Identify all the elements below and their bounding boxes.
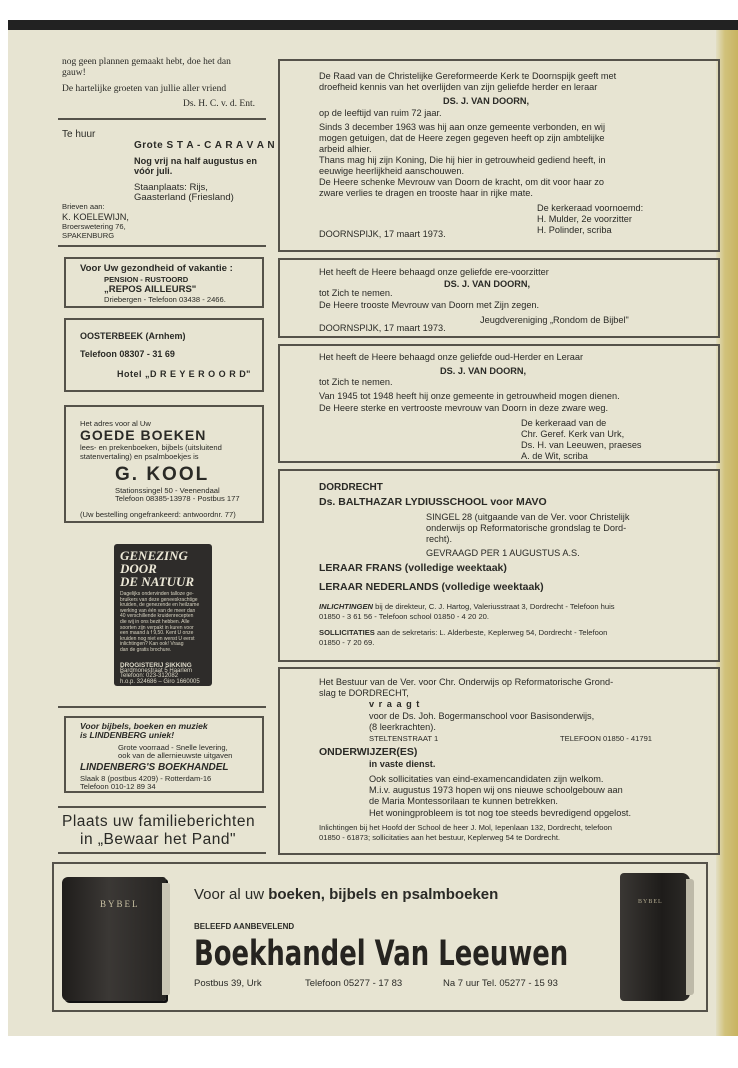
- genezing-body-line: kruiden nog niet en wenst U eerst: [120, 635, 195, 642]
- letter-text: gauw!: [62, 68, 86, 78]
- notice-signature: Ds. H. van Leeuwen, praeses: [521, 440, 642, 450]
- notice-text: tot Zich te nemen.: [319, 377, 393, 387]
- divider: [58, 706, 266, 708]
- divider: [58, 806, 266, 808]
- bookshop-tagline: [194, 886, 498, 904]
- genezing-body-line: kruiden, de genezende en heilzame: [120, 602, 200, 609]
- lindenberg-slogan: Voor bijbels, boeken en muziek: [80, 721, 208, 731]
- genezing-body-line: bruikers van deze geneeskrachtige: [120, 596, 198, 603]
- kool-note: (Uw bestelling ongefrankeerd: antwoordnr. 77): [80, 510, 236, 519]
- caravan-text: Staanplaats: Rijs,: [134, 182, 208, 193]
- notice-name: DS. J. VAN DOORN,: [443, 96, 530, 106]
- school-city: DORDRECHT: [319, 482, 383, 493]
- teacher-text: slag te DORDRECHT,: [319, 688, 409, 698]
- school-text: onderwijs op Reformatorische grondslag te Dord-: [426, 523, 627, 533]
- teacher-text: Het Bestuur van de Ver. voor Chr. Onderwijs op Reformatorische Grond-: [319, 677, 614, 687]
- notice-text: tot Zich te nemen.: [319, 288, 393, 298]
- notice-text: mogen getuigen, dat de Heere zegen gegeven heeft op zijn ambtelijke: [319, 133, 605, 143]
- caravan-heading: Te huur: [62, 129, 96, 140]
- sollicitaties-text: aan de sekretaris: L. Alderbeste, Keplerweg 54, Dordrecht - Telefoon: [376, 628, 608, 637]
- genezing-body: [120, 592, 210, 654]
- caravan-text: Gaasterland (Friesland): [134, 192, 234, 203]
- bible-image-right: [620, 873, 698, 1001]
- bookshop-name: Boekhandel Van Leeuwen: [194, 934, 569, 974]
- hotel-place: OOSTERBEEK (Arnhem): [80, 331, 186, 341]
- notice-text: De Heere sterke en vertrooste mevrouw van Doorn in deze zware weg.: [319, 403, 609, 413]
- lindenberg-name: LINDENBERG'S BOEKHANDEL: [80, 762, 229, 773]
- tagline-text: Voor al uw: [194, 886, 269, 903]
- divider: [58, 118, 266, 120]
- genezing-title: DE NATUUR: [120, 574, 195, 589]
- kool-address: Stationssingel 50 - Veenendaal: [115, 486, 220, 495]
- lindenberg-slogan: is LINDENBERG uniek!: [80, 730, 175, 740]
- school-name: Ds. BALTHAZAR LYDIUSSCHOOL voor MAVO: [319, 496, 547, 508]
- school-job: LERAAR FRANS (volledige weektaak): [319, 562, 507, 574]
- lindenberg-text: Grote voorraad - Snelle levering,: [118, 743, 228, 752]
- bible-spine-label: BYBEL: [100, 899, 140, 909]
- notice-signature: De kerkeraad van de: [521, 418, 607, 428]
- teacher-text: M.i.v. augustus 1973 hopen wij ons nieuwe schoolgebouw aan: [369, 785, 623, 795]
- divider: [58, 245, 266, 247]
- school-sollicitaties: 01850 - 7 20 69.: [319, 638, 375, 647]
- genezing-title: DOOR: [120, 561, 157, 576]
- caravan-letters: Brieven aan:: [62, 202, 105, 211]
- teacher-footer: Inlichtingen bij het Hoofd der School de heer J. Mol, Iepenlaan 132, Dordrecht, telefoon: [319, 823, 612, 832]
- genezing-store-name: DROGISTERIJ SIKKING: [120, 662, 192, 669]
- letter-text: nog geen plannen gemaakt hebt, doe het dan: [62, 57, 231, 67]
- kool-desc: lees- en prekenboeken, bijbels (uitsluitend: [80, 443, 222, 452]
- caravan-text: vóór juli.: [134, 166, 173, 176]
- school-job: LERAAR NEDERLANDS (volledige weektaak): [319, 581, 544, 593]
- bookshop-recommend: BELEEFD AANBEVELEND: [194, 922, 295, 931]
- kool-address: Telefoon 08385-13978 - Postbus 177: [115, 494, 240, 503]
- divider: [58, 852, 266, 854]
- notice-signature: Jeugdvereniging „Rondom de Bijbel": [480, 315, 629, 325]
- notice-text: Thans mag hij zijn Koning, Die hij hier in getrouwheid gediend heeft, in: [319, 155, 606, 165]
- teacher-text: (8 leerkrachten).: [369, 722, 436, 732]
- notice-text: De Raad van de Christelijke Gereformeerde Kerk te Doornspijk geeft met: [319, 71, 617, 81]
- tagline-bold: boeken, bijbels en psalmboeken: [268, 886, 499, 903]
- genezing-body-line: dan de gratis brochure.: [120, 646, 172, 653]
- notice-date: DOORNSPIJK, 17 maart 1973.: [319, 229, 446, 239]
- genezing-body-line: inlichtingen? Kan ook! Vraag: [120, 641, 184, 648]
- pension-text: PENSION - RUSTOORD: [104, 275, 189, 284]
- notice-date: DOORNSPIJK, 17 maart 1973.: [319, 323, 446, 333]
- teacher-title: ONDERWIJZER(ES): [319, 746, 418, 758]
- bookshop-phone-evening: Na 7 uur Tel. 05277 - 15 93: [443, 978, 558, 989]
- page-top-edge: [8, 20, 738, 30]
- kool-desc: statenvertaling) en psalmboekjes is: [80, 452, 199, 461]
- notice-text: De Heere trooste Mevrouw van Doorn met Zijn zegen.: [319, 300, 540, 310]
- caravan-contact: K. KOELEWIJN,: [62, 212, 129, 222]
- genezing-body-line: werking van één van de meer dan: [120, 607, 196, 614]
- notice-signature: Chr. Geref. Kerk van Urk,: [521, 429, 625, 439]
- notice-text: eeuwige heerlijkheid aanschouwen.: [319, 166, 465, 176]
- lindenberg-text: ook van de allernieuwste uitgaven: [118, 751, 233, 760]
- notice-signature: H. Mulder, 2e voorzitter: [537, 214, 632, 224]
- notice-text: Van 1945 tot 1948 heeft hij onze gemeente in getrouwheid mogen dienen.: [319, 391, 620, 401]
- kool-title: GOEDE BOEKEN: [80, 427, 207, 443]
- genezing-address: Telefoon: 023-312082: [120, 673, 179, 680]
- teacher-phone: TELEFOON 01850 - 41791: [560, 734, 653, 743]
- plaats-ad-text: in „Bewaar het Pand": [80, 831, 236, 848]
- school-text: recht).: [426, 534, 453, 544]
- genezing-body-line: een maand à f 9,50. Kent U onze: [120, 630, 194, 637]
- plaats-ad-text: Plaats uw familieberichten: [62, 813, 256, 830]
- scan-background-top: [0, 0, 738, 20]
- pension-name: „REPOS AILLEURS": [104, 284, 197, 295]
- teacher-text: Ook sollicitaties van eind-examencandidaten zijn welkom.: [369, 774, 604, 784]
- sollicitaties-label: SOLLICITATIES: [319, 628, 375, 637]
- school-wanted: GEVRAAGD PER 1 AUGUSTUS A.S.: [426, 548, 580, 558]
- lindenberg-address: Slaak 8 (postbus 4209) - Rotterdam-16: [80, 774, 212, 783]
- school-text: SINGEL 28 (uitgaande van de Ver. voor Christelijk: [426, 512, 630, 522]
- genezing-body-line: Dagelijks ondervinden talloze ge-: [120, 591, 194, 597]
- notice-signature: H. Polinder, scriba: [537, 225, 612, 235]
- scan-background-bottom: [0, 1036, 738, 1068]
- book-spine-label: BYBEL: [638, 899, 663, 905]
- notice-text: op de leeftijd van ruim 72 jaar.: [319, 108, 442, 118]
- genezing-address: h.o.p. 324686 – Giro 1660005: [120, 678, 200, 685]
- caravan-contact: SPAKENBURG: [62, 231, 115, 240]
- kool-name: G. KOOL: [115, 464, 210, 485]
- teacher-footer: 01850 - 61873; sollicitaties aan het bestuur, Keplerweg 54 te Dordrecht.: [319, 833, 561, 842]
- hotel-phone: Telefoon 08307 - 31 69: [80, 349, 175, 359]
- genezing-title: GENEZING: [120, 548, 188, 563]
- genezing-body-line: 40 verschillende kruidenrecepten: [120, 613, 194, 620]
- caravan-text: Nog vrij na half augustus en: [134, 156, 258, 166]
- pension-text: Driebergen - Telefoon 03438 - 2466.: [104, 295, 226, 304]
- notice-text: arbeid alhier.: [319, 144, 372, 154]
- notice-text: Het heeft de Heere behaagd onze geliefde oud-Herder en Leraar: [319, 352, 584, 362]
- notice-text: droefheid kennis van het overlijden van zijn geliefde herder en leraar: [319, 82, 598, 92]
- teacher-subtitle: in vaste dienst.: [369, 759, 436, 769]
- caravan-contact: Broerswetering 76,: [62, 222, 126, 231]
- teacher-asks: v r a a g t: [369, 699, 421, 709]
- info-label: INLICHTINGEN: [319, 602, 373, 611]
- caravan-title: Grote S T A - C A R A V A N: [134, 140, 276, 151]
- notice-name: DS. J. VAN DOORN,: [440, 366, 527, 376]
- school-info: [319, 602, 615, 611]
- letter-signature: Ds. H. C. v. d. Ent.: [183, 99, 255, 109]
- notice-text: De Heere schenke Mevrouw van Doorn de kracht, om dit voor haar zo: [319, 177, 604, 187]
- letter-text: De hartelijke groeten van jullie aller vriend: [62, 84, 227, 94]
- school-sollicitaties: [319, 628, 607, 637]
- notice-text: zware verlies te dragen en trooste haar in rijke mate.: [319, 188, 533, 198]
- genezing-body-line: die wij in ons bezit hebben. Alle: [120, 618, 190, 625]
- bible-image-left: [62, 877, 172, 1001]
- notice-name: DS. J. VAN DOORN,: [444, 279, 531, 289]
- notice-text: Sinds 3 december 1963 was hij aan onze gemeente verbonden, en wij: [319, 122, 606, 132]
- kool-intro: Het adres voor al Uw: [80, 419, 151, 428]
- teacher-street: STELTENSTRAAT 1: [369, 734, 439, 743]
- notice-text: Het heeft de Heere behaagd onze geliefde ere-voorzitter: [319, 267, 549, 277]
- teacher-text: voor de Ds. Joh. Bogermanschool voor Basisonderwijs,: [369, 711, 595, 721]
- genezing-body-line: soorten zijn verpakt in kuren voor: [120, 624, 194, 631]
- genezing-store: [120, 662, 200, 685]
- info-text: bij de direkteur, C. J. Hartog, Valeriusstraat 3, Dordrecht - Telefoon huis: [375, 602, 615, 611]
- teacher-text: de Maria Montessorilaan te kunnen betrekken.: [369, 796, 558, 806]
- genezing-address: Bardmonestraat 5 Haarlem: [120, 668, 193, 674]
- bookshop-postbus: Postbus 39, Urk: [194, 978, 262, 989]
- notice-signature: A. de Wit, scriba: [521, 451, 588, 461]
- school-info: 01850 - 3 61 56 - Telefoon school 01850 - 4 20 20.: [319, 612, 490, 621]
- bookshop-phone: Telefoon 05277 - 17 83: [305, 978, 403, 989]
- hotel-name: Hotel „D R E Y E R O O R D": [117, 369, 251, 379]
- notice-signature: De kerkeraad voornoemd:: [537, 203, 644, 213]
- pension-title: Voor Uw gezondheid of vakantie :: [80, 263, 233, 274]
- teacher-text: Het woningprobleem is tot nog toe steeds bevredigend opgelost.: [369, 808, 632, 818]
- lindenberg-phone: Telefoon 010-12 89 34: [80, 782, 156, 791]
